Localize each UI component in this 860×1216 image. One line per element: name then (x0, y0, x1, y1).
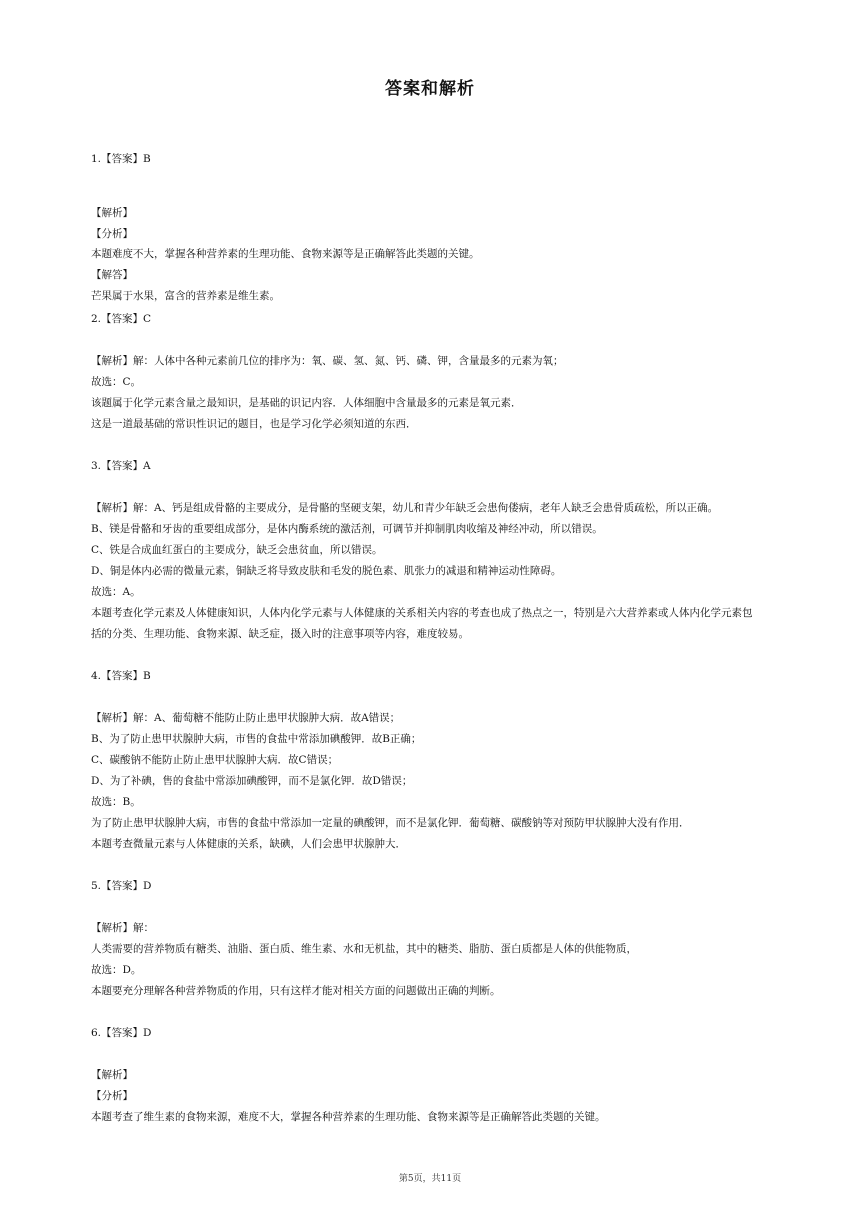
analysis-text: 【解析】解：A、葡萄糖不能防止防止患甲状腺肿大病．故A错误； (91, 712, 401, 724)
text-line: 该题属于化学元素含量之最知识，是基础的识记内容．人体细胞中含量最多的元素是氧元素． (91, 397, 522, 409)
text-line: 故选：D。 (91, 964, 142, 976)
analysis-text: 【解析】解：A、钙是组成骨骼的主要成分，是骨骼的坚硬支架，幼儿和青少年缺乏会患佝偻病，老年人缺乏会患骨质疏松，所以正确。 (91, 502, 719, 514)
text-line: C、铁是合成血红蛋白的主要成分，缺乏会患贫血，所以错误。 (91, 544, 383, 556)
solution-label: 【解答】 (91, 269, 133, 281)
text-line: 人类需要的营养物质有糖类、油脂、蛋白质、维生素、水和无机盐，其中的糖类、脂肪、蛋白质都是人体的供能物质， (91, 943, 637, 955)
text-line: B、为了防止患甲状腺肿大病，市售的食盐中常添加碘酸钾．故B正确； (91, 733, 422, 745)
analysis-text: 【解析】解： (91, 922, 154, 934)
answer-heading-3: 3.【答案】A (91, 460, 151, 472)
text-line: 本题考查了维生素的食物来源，难度不大，掌握各种营养素的生理功能、食物来源等是正确解答此类题的关键。 (91, 1111, 606, 1123)
text-line: 本题考查化学元素及人体健康知识，人体内化学元素与人体健康的关系相关内容的考查也成了热点之一，特别是六大营养素或人体内化学元素包 (91, 607, 753, 619)
text-line: 这是一道最基础的常识性识记的题目，也是学习化学必须知道的东西． (91, 418, 417, 430)
page-footer: 第5页，共11页 (398, 1174, 462, 1184)
answer-heading-2: 2.【答案】C (91, 313, 152, 325)
text-line: 故选：A。 (91, 586, 141, 598)
answer-heading-5: 5.【答案】D (91, 880, 152, 892)
text-line: 括的分类、生理功能、食物来源、缺乏症，摄入时的注意事项等内容，难度较易。 (91, 628, 469, 640)
text-line: 本题考查微量元素与人体健康的关系，缺碘，人们会患甲状腺肿大． (91, 838, 406, 850)
analysis-sub-label: 【分析】 (91, 228, 133, 240)
analysis-sub-label: 【分析】 (91, 1090, 133, 1102)
text-line: D、铜是体内必需的微量元素，铜缺乏将导致皮肤和毛发的脱色素、肌张力的减退和精神运动性障碍。 (91, 565, 562, 577)
answer-heading-1: 1.【答案】B (91, 153, 151, 165)
text-line: 本题要充分理解各种营养物质的作用，只有这样才能对相关方面的问题做出正确的判断。 (91, 985, 501, 997)
text-line: 芒果属于水果，富含的营养素是维生素。 (91, 290, 280, 302)
text-line: D、为了补碘，售的食盐中常添加碘酸钾，而不是氯化钾．故D错误； (91, 775, 413, 787)
analysis-label: 【解析】 (91, 207, 133, 219)
analysis-text: 【解析】解：人体中各种元素前几位的排序为：氧、碳、氢、氮、钙、磷、钾，含量最多的元素为氧； (91, 355, 564, 367)
answer-heading-4: 4.【答案】B (91, 670, 151, 682)
analysis-label: 【解析】 (91, 1069, 133, 1081)
text-line: 故选：B。 (91, 796, 141, 808)
text-line: 故选：C。 (91, 376, 142, 388)
text-line: 为了防止患甲状腺肿大病，市售的食盐中常添加一定量的碘酸钾，而不是氯化钾．葡萄糖、碳酸钠等对预防甲状腺肿大没有作用． (91, 817, 690, 829)
page-title: 答案和解析 (385, 79, 475, 99)
answer-heading-6: 6.【答案】D (91, 1027, 152, 1039)
text-line: 本题难度不大，掌握各种营养素的生理功能、食物来源等是正确解答此类题的关键。 (91, 248, 480, 260)
text-line: C、碳酸钠不能防止防止患甲状腺肿大病．故C错误； (91, 754, 339, 766)
text-line: B、镁是骨骼和牙齿的重要组成部分，是体内酶系统的激活剂，可调节并抑制肌肉收缩及神经冲动，所以错误。 (91, 523, 603, 535)
